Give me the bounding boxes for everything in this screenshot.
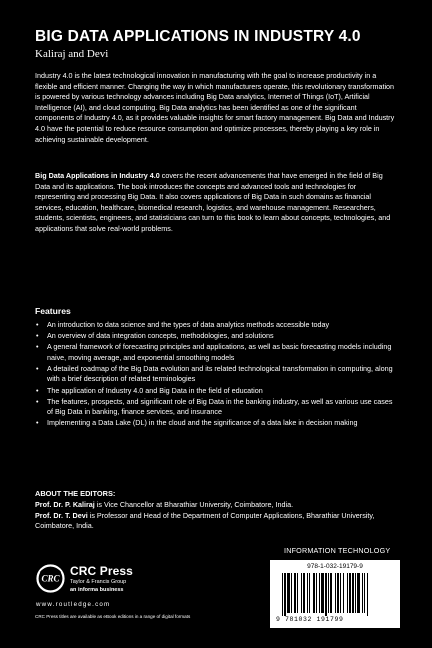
editor-2-name: Prof. Dr. T. Devi [35,510,88,520]
publisher-logo [36,563,196,603]
editor-2-text: is Professor and Head of the Department of Computer Applications, Bharathiar University, Coimbatore, India. [35,510,375,531]
barcode-bar [282,573,283,616]
category-label: INFORMATION TECHNOLOGY [284,546,391,555]
summary-text: covers the recent advancements that have emerged in the field of Big Data and its applications. The book introduces the concepts and advanced tools and technologies for representing and processing Big Data. It also covers applications of Big Data in such domains as financial services, education, healthcare, biomedical research, logistics, and warehouse management. Researchers, students, scientists, engineers, and statisticians can turn to this book to learn about concepts, technologies, and applications that solve real-world problems. [35,171,391,233]
publisher-name: CRC Press [70,564,133,578]
feature-item: • An introduction to data science and the types of data analytics methods accessible today [35,320,397,331]
feature-item: • Implementing a Data Lake (DL) in the cloud and the significance of a data lake in decision making [35,418,397,429]
barcode-bar [297,573,298,613]
editor-1 [35,500,397,511]
barcode-digits: 9 781032 191799 [276,616,344,623]
features-list [35,320,397,429]
barcode-bar [347,573,348,613]
barcode-bar [328,573,329,613]
editor-1-text: is Vice Chancellor at Bharathiar University, Coimbatore, India. [94,500,294,509]
ebook-note: CRC Press titles are available as eBook editions in a range of digital formats [35,614,191,619]
barcode-bar [330,573,332,613]
barcode-bar [337,573,339,613]
barcode-bar [316,573,317,613]
feature-item: • A general framework of forecasting principles and applications, as well as basic forecasting models including naive, moving average, and exponential smoothing models [35,342,397,363]
barcode-bar [349,573,351,613]
isbn-text: 978-1-032-19179-9 [307,563,363,570]
editors-heading: ABOUT THE EDITORS: [35,489,116,498]
barcode-bar [340,573,341,613]
feature-item: • The features, prospects, and significant role of Big Data in the banking industry, as well as various use cases of Big Data in banking, finance services, and insurance [35,397,397,418]
barcode-bars-icon [280,573,390,616]
barcode-bar [309,573,310,613]
publisher-url: www.routledge.com [36,601,111,608]
summary-paragraph [35,171,397,235]
book-authors: Kaliraj and Devi [35,48,109,60]
crc-logo-text: CRC [41,573,60,584]
barcode-bar [321,573,324,613]
editors-section [35,489,397,532]
barcode-bar [335,573,336,613]
barcode-bar [343,573,344,613]
barcode-bar [325,573,327,616]
features-heading: Features [35,306,71,316]
feature-item: • The application of Industry 4.0 and Big Data in the field of education [35,386,397,397]
intro-paragraph: Industry 4.0 is the latest technological innovation in manufacturing with the goal to increase productivity in a flexible and efficient manner. Changing the way in which manufacturers operate, this revolutionary transformation is powered by various technology advances including Big Data analytics, Internet of Things (IoT), Artificial Intelligence (AI), and cloud computing. Big Data analytics has been identified as one of the significant components of Industry 4.0, as it provides valuable insights for smart factory management. Big Data and Industry 4.0 have the potential to reduce resource consumption and optimize processes, thereby playing a key role in achieving sustainable development. [35,71,395,144]
barcode-bar [362,573,363,613]
barcode-bar [284,573,286,616]
publisher-tagline: an informa business [70,587,124,593]
barcode-bar [352,573,354,613]
features-section [35,306,397,429]
crc-logo-icon [36,564,65,593]
barcode-bar [355,573,356,613]
barcode-bar [313,573,315,613]
isbn-barcode [270,560,400,628]
summary-bold-lead: Big Data Applications in Industry 4.0 [35,171,160,180]
barcode-bar [307,573,308,613]
barcode-bar [291,573,292,613]
barcode-bar [303,573,305,613]
feature-item: • A detailed roadmap of the Big Data evolution and its related technological transformation in computing, along with a brief description of related terminologies [35,364,397,385]
barcode-bar [357,573,360,613]
barcode-bar [319,573,320,613]
publisher-group: Taylor & Francis Group [70,579,127,585]
barcode-bar [287,573,290,613]
editor-1-name: Prof. Dr. P. Kaliraj [35,500,95,509]
barcode-bar [301,573,302,613]
barcode-bar [364,573,365,613]
feature-item: • An overview of data integration concepts, methodologies, and solutions [35,331,397,342]
barcode-bar [294,573,296,613]
barcode-bar [367,573,368,616]
book-title: BIG DATA APPLICATIONS IN INDUSTRY 4.0 [35,28,361,45]
editor-2 [35,511,397,532]
